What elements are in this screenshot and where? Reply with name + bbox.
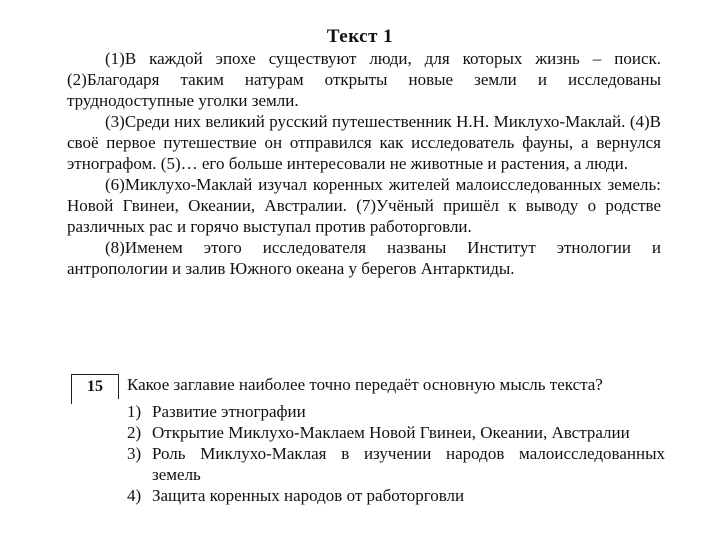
- question-text: Какое заглавие наиболее точно передаёт основную мысль текста?: [127, 375, 603, 394]
- option-text: Роль Миклухо-Маклая в изучении народов малоисследованных земель: [152, 444, 665, 484]
- answer-option-3[interactable]: [127, 443, 665, 485]
- option-number: 3): [127, 444, 142, 463]
- option-number: 1): [127, 402, 142, 421]
- paragraph-2: (3)Среди них великий русский путешественник Н.Н. Миклухо-Маклай. (4)В своё первое путешествие он отправился как исследователь фауны, а вернулся этнографом. (5)… его больше интересовали не животные и растения, а люди.: [67, 112, 661, 173]
- option-text: Развитие этнографии: [152, 402, 306, 421]
- answer-options: [127, 401, 665, 506]
- question-box-edge: [71, 398, 72, 404]
- question-number-box: 15: [71, 374, 119, 399]
- option-number: 4): [127, 486, 142, 505]
- text-body: [67, 48, 661, 279]
- paragraph-3: (6)Миклухо-Маклай изучал коренных жителей малоисследованных земель: Новой Гвинеи, Океании, Австралии. (7)Учёный пришёл к выводу о родстве различных рас и горячо выступал против работорговли.: [67, 175, 661, 236]
- option-text: Открытие Миклухо-Маклаем Новой Гвинеи, Океании, Австралии: [152, 423, 630, 442]
- text-title: Текст 1: [326, 26, 394, 47]
- answer-option-4[interactable]: [127, 485, 665, 506]
- paragraph-1: (1)В каждой эпохе существуют люди, для которых жизнь – поиск. (2)Благодаря таким натурам открыты новые земли и исследованы труднодоступные уголки земли.: [67, 49, 661, 110]
- option-text: Защита коренных народов от работорговли: [152, 486, 465, 505]
- answer-option-2[interactable]: [127, 422, 665, 443]
- paragraph-4: (8)Именем этого исследователя названы Институт этнологии и антропологии и залив Южного океана у берегов Антарктиды.: [67, 238, 661, 278]
- answer-option-1[interactable]: [127, 401, 665, 422]
- option-number: 2): [127, 423, 142, 442]
